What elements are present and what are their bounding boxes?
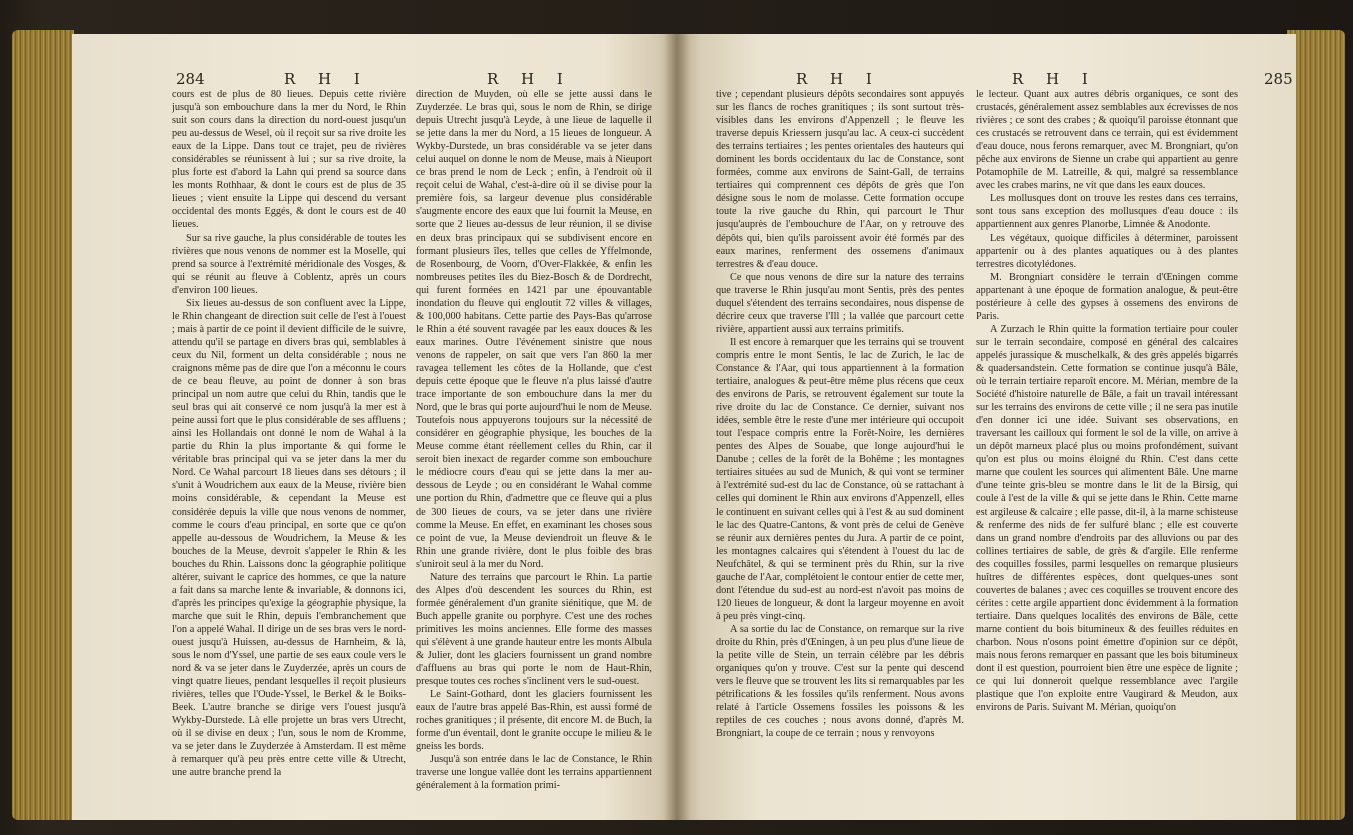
- paragraph: Les mollusques dont on trouve les restes dans ces terrains, sont tous sans exception des mollusques d'eau douce : ils appartiennent aux genres Planorbe, Limnée & Anodonte.: [976, 193, 1238, 231]
- book-gutter: [664, 34, 690, 820]
- paragraph: Le Saint-Gothard, dont les glaciers fournissent les eaux de l'autre bras appelé Bas-Rhin, est aussi formé de roches granitiques ; il présente, dit encore M. de Buch, la forme d'un éventail, dont le granite occupe le milieu & le gneiss les bords.: [416, 689, 652, 753]
- paragraph: Les végétaux, quoique difficiles à déterminer, paroissent appartenir ou à des plantes aquatiques ou à des plantes terrestres dicotylédones.: [976, 232, 1238, 270]
- text-column-left-2: [416, 88, 652, 813]
- page-number: 284: [176, 70, 205, 88]
- paragraph: Six lieues au-dessus de son confluent avec la Lippe, le Rhin changeant de direction suit celle de l'est à l'ouest ; mais à partir de ce point il devient difficile de le suivre, attendu qu'il se partage en divers bras qui, semblables à ceux du Nil, forment un delta considérable ; nous ne craignons même pas de dire que l'on a méconnu le cours de ce beau fleuve, au point de donner à son bras principal un nom autre que celui du Rhin, tandis que le seul bras qui ait conservé ce nom jusqu'à la mer est à peine aussi fort que le plus considérable de ses affluens ; ainsi les Hollandais ont donné le nom de Wahal à la partie du Rhin la plus importante & qui forme le véritable bras principal qui va se jeter dans la mer du Nord. Ce Wahal parcourt 18 lieues dans ses détours ; il s'unit à Woudrichem aux eaux de la Meuse, rivière bien moins considérable, & cependant la Meuse est considérée depuis la ville que nous venons de nommer, comme le cours d'eau principal, en sorte que ce qu'on appelle au-dessous de Woudrichem, la Meuse & les bouches de la Meuse, devroit s'appeler le Rhin & les bouches du Rhin. Laissons donc la géographie politique altérer, suivant le caprice des hommes, ce que la nature a fait dans sa marche lente & invariable, & donnons ici, d'après les principes qu'exige la géographie physique, la marche que suit le Rhin, depuis l'embranchement que l'on a appelé Wahal. Il dirige un de ses bras vers le nord-ouest jusqu'à Huissen, au-dessus de Harnheim, & là, sous le nom d'Yssel, une partie de ses eaux coule vers le nord & va se jeter dans le Zuyderzée, après un cours de vingt quatre lieues, pendant lesquelles il reçoit plusieurs rivières, telles que l'Oude-Yssel, le Berkel & le Boiks-Beek. L'autre branche se dirige vers l'ouest jusqu'à Wykby-Durstede. Là elle projette un bras vers Utrecht, où il se divise en deux ; l'un, sous le nom de Kromme, va se jeter dans le Zuyderzée à Amsterdam. Il est même à remarquer qu'à peu près entre cette ville & Utrecht, une autre branche prend la: [172, 297, 406, 779]
- text-column-right-1: [716, 88, 964, 813]
- running-head: R H I: [284, 70, 369, 88]
- paragraph: A Zurzach le Rhin quitte la formation tertiaire pour couler sur le terrain secondaire, composé en général des calcaires appelés jurassique & muschelkalk, & des grès appelés bigarrés & quadersandstein. Cette formation se continue jusqu'à Bâle, où le terrain tertiaire reparoît encore. M. Mérian, membre de la Société d'histoire naturelle de Bâle, a fait un travail intéressant sur les terrains des environs de cette ville ; il ne sera pas inutile d'en donner ici une idée. Suivant ses observations, en traversant les cailloux qui forment le sol de la ville, on arrive à un dépôt marneux placé plus ou moins profondément, suivant qu'on est plus ou moins éloigné du Rhin. C'est dans cette marne que coulent les sources qui alimentent Bâle. Une marne d'une teinte gris-bleu se montre dans le lit de la Birsig, qui coule à l'est de la ville & qui se jette dans le Rhin. Cette marne est argileuse & calcaire ; elle passe, dit-il, à la marne schisteuse & renferme des nids de fer sulfuré blanc ; elle est couverte dans un grand nombre d'endroits par des alluvions ou par des collines tertiaires de sable, de grès & d'argile. Elle renferme des coquilles fossiles, parmi lesquelles on remarque plusieurs huîtres de différentes espèces, dont quelques-unes sont couvertes de balanes ; avec ces coquilles se trouvent encore des cérites : cette argile appartient donc évidemment à la formation tertiaire. Dans quelques localités des environs de Bâle, cette marne contient du bois bitumineux & des feuilles réduites en charbon. Nous n'osons point émettre d'opinion sur ce dépôt, mais nous ferons remarquer en passant que les bois bitumineux dont il est question, pourroient bien être une espèce de lignite ; ce qui lui donneroit quelque ressemblance avec l'argile plastique que l'on exploite entre Vaugirard & Meudon, aux environs de Paris. Suivant M. Mérian, quoiqu'on: [976, 323, 1238, 714]
- running-head-col2: R H I: [1012, 70, 1097, 88]
- text-column-left-1: [172, 88, 406, 813]
- paragraph: Jusqu'à son entrée dans le lac de Constance, le Rhin traverse une longue vallée dont les terrains appartiennent généralement à la formation primi-: [416, 754, 652, 792]
- paragraph: A sa sortie du lac de Constance, on remarque sur la rive droite du Rhin, près d'Œningen, à un peu plus d'une lieue de la petite ville de Stein, un terrain célèbre par les débris organiques qu'on y trouve. C'est sur la pente qui descend vers le fleuve que se trouvent les lits si remarquables par les pétrifications & les fossiles qu'ils renferment. Nous avons relaté à l'article Ossemens fossiles les poissons & les reptiles de ces couches ; nous avons donné, d'après M. Brongniart, la coupe de ce terrain ; nous y renvoyons: [716, 623, 964, 740]
- paragraph: Ce que nous venons de dire sur la nature des terrains que traverse le Rhin jusqu'au mont Sentis, près des pentes duquel s'étendent des terrains secondaires, nous dispense de décrire ceux que traverse l'Ill ; la vallée que parcourt cette rivière, appartient aussi aux terrains primitifs.: [716, 271, 964, 335]
- paragraph: Il est encore à remarquer que les terrains qui se trouvent compris entre le mont Sentis, le lac de Zurich, le lac de Constance & l'Aar, qui tous appartiennent à la formation tertiaire, analogues & peut-être même plus récens que ceux des environs de Paris, se retrouvent également sur toute la rive droite du lac de Constance. Ce dernier, suivant nos idées, semble être le reste d'une mer intérieure qui occupoit tout l'espace compris entre la Forêt-Noire, les dernières pentes des Alpes de Souabe, que longe aujourd'hui le Danube ; celles de la forêt de la Bohême ; les montagnes tertiaires situées au sud de Munich, & qui vont se terminer à l'extrémité sud-est du lac de Constance, où se rattachant à celles qui dominent le Rhin aux environs d'Appenzell, elles le continuent en suivant celles qui à l'est & au sud dominent le lac des Quatre-Cantons, & vont près de celui de Genève se réunir aux dernières pentes du Jura. A partir de ce point, les montagnes calcaires qui s'étendent à l'ouest du lac de Neufchâtel, & qui se terminent près du Rhin, sur la rive gauche de l'Aar, complétoient le contour entier de cette mer, dont l'étendue du sud-est au nord-est n'avoit pas moins de 120 lieues de longueur, & dont la largeur moyenne en avoit à peu près vingt-cinq.: [716, 336, 964, 622]
- running-head-col2: R H I: [487, 70, 572, 88]
- running-head: R H I: [796, 70, 881, 88]
- paragraph: Nature des terrains que parcourt le Rhin. La partie des Alpes d'où descendent les sources du Rhin, est formée généralement d'un granite siénitique, que M. de Buch appelle granite ou porphyre. C'est une des roches primitives les moins anciennes. Elle forme des masses qui s'élèvent à une grande hauteur entre les monts Albula & Julier, dont les glaciers fournissent un grand nombre d'affluens au bras qui porte le nom de Haut-Rhin, presque toutes ces roches s'inclinent vers le sud-ouest.: [416, 571, 652, 688]
- text-column-right-2: [976, 88, 1238, 813]
- paragraph: M. Brongniart considère le terrain d'Œningen comme appartenant à une époque de formation analogue, & peut-être postérieure à celle des gypses à ossemens des environs de Paris.: [976, 271, 1238, 322]
- paragraph: cours est de plus de 80 lieues. Depuis cette rivière jusqu'à son embouchure dans la mer du Nord, le Rhin suit son cours dans la direction du nord-ouest jusqu'un peu au-dessus de Wesel, où il reçoit sur sa rive droite les eaux de la Lippe. Dans tout ce trajet, peu de rivières considérables se réunissent à lui ; sur sa rive droite, la plus forte est d'abord la Lahn qui prend sa source dans les monts Rothhaar, & dont le cours est de plus de 35 lieues ; vient ensuite la Lippe qui descend du versant occidental des monts Eggés, & dont le cours est de 40 lieues.: [172, 89, 406, 231]
- page-number: 285: [1264, 70, 1293, 88]
- paragraph: le lecteur. Quant aux autres débris organiques, ce sont des crustacés, généralement assez semblables aux écrevisses de nos rivières ; ce sont des crabes ; & quoiqu'il paroisse étonnant que ces crustacés se retrouvent dans ce terrain, qui est évidemment d'eau douce, nous ferons remarquer, avec M. Brongniart, qu'on pêche aux environs de Sienne un crabe qui appartient au genre Potamophile de M. Latreille, & qui, malgré sa ressemblance avec les crabes marins, ne vit que dans les eaux douces.: [976, 89, 1238, 192]
- paragraph: tive ; cependant plusieurs dépôts secondaires sont appuyés sur les flancs de roches granitiques ; ils sont surtout très-visibles dans les environs d'Appenzell ; le fleuve les traverse depuis Kriessern jusqu'au lac. A ceux-ci succèdent des terrains tertiaires ; les pentes orientales des hauteurs qui dominent les bords occidentaux du lac de Constance, sont formées, comme aux environs de Saint-Gall, de terrains tertiaires qui comprennent ces dépôts de grès que l'on désigne sous le nom de molasse. Cette formation occupe toute la rive gauche du Rhin, qui parcourt le Thur jusqu'auprès de l'embouchure de l'Aar, on y retrouve des dépôts qui, bien qu'ils paroissent avoir été formés par des eaux marines, renferment des ossemens d'animaux terrestres & d'eau douce.: [716, 89, 964, 270]
- paragraph: direction de Muyden, où elle se jette aussi dans le Zuyderzée. Le bras qui, sous le nom de Rhin, se dirige depuis Utrecht jusqu'à Leyde, à une lieue de laquelle il se jette dans la mer du Nord, a 15 lieues de longueur. A Wykby-Durstede, un bras considérable va se jeter dans celui auquel on donne le nom de Meuse, mais à Nieuport ce bras prend le nom de Leck ; enfin, à l'endroit où il reçoit celui de Wahal, c'est-à-dire où il se divise pour la première fois, sa largeur devenue plus considérable s'augmente encore des eaux que lui fournit la Meuse, en sorte que 2 lieues au-dessus de leur réunion, il se divise en deux bras principaux qui se subdivisent encore en formant plusieurs îles, telles que celles de Yffelmonde, de Rosenbourg, de Voorn, d'Over-Flakkée, & enfin les nombreuses petites îles du Biez-Bosch & de Dordrecht, qui furent formées en 1421 par une épouvantable inondation du fleuve qui engloutit 72 villes & villages, & 100,000 habitans. Cette partie des Pays-Bas qu'arrose le Rhin a été souvent ravagée par les eaux douces & les eaux marines. Outre l'événement sinistre que nous venons de rappeler, on sait que vers l'an 860 la mer ravagea tellement les côtes de la Hollande, que c'est depuis cette époque que le fleuve n'a plus laissé d'autre trace importante de son embouchure dans la mer du Nord, que le bras qui porte aujourd'hui le nom de Meuse. Toutefois nous appuyerons toujours sur la nécessité de considérer en géographie physique, les bouches de la Meuse comme étant réellement celles du Rhin, car il seroit bien inexact de regarder comme son embouchure le médiocre cours d'eau qui se jette dans la mer au-dessous de Leyde ; ou en considérant le Wahal comme une portion du Rhin, d'admettre que ce fleuve qui a plus de 300 lieues de cours, va se jeter dans une rivière comme la Meuse. En effet, en examinant les choses sous ce point de vue, la Meuse deviendroit un fleuve & le Rhin une grande rivière, dont le plus foible des bras s'uniroit seul à la mer du Nord.: [416, 89, 652, 570]
- left-page: [72, 34, 676, 820]
- paragraph: Sur sa rive gauche, la plus considérable de toutes les rivières que nous venons de nommer est la Moselle, qui prend sa source à l'extrémité méridionale des Vosges, & qui se réunit au fleuve à Coblentz, après un cours d'environ 100 lieues.: [172, 232, 406, 296]
- right-page: [676, 34, 1296, 820]
- left-page-edges: [12, 30, 74, 820]
